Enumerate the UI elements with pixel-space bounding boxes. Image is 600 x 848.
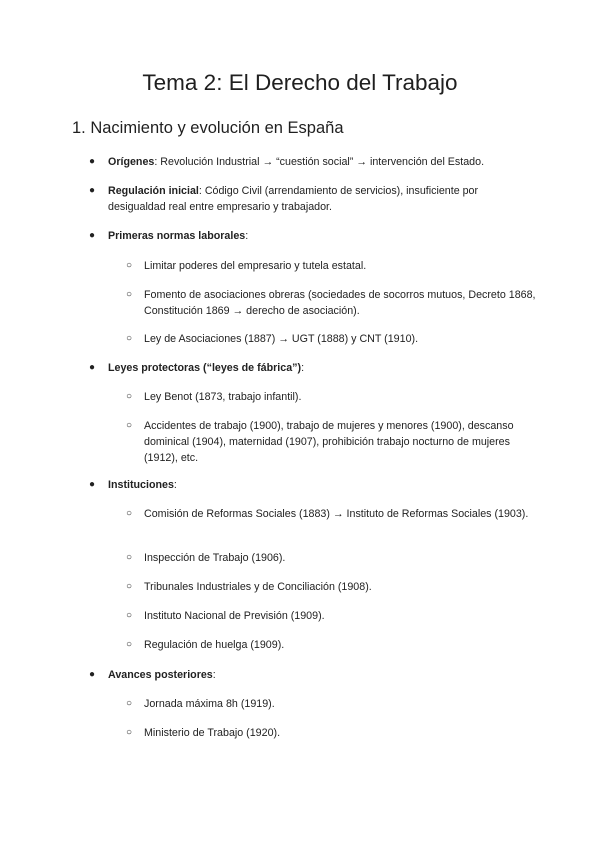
list-item-text: : [212,669,216,681]
sub-list-item: Tribunales Industriales y de Conciliación (1908). [144,581,372,593]
circle-bullet-icon: ○ [126,260,133,271]
list-item-text: : [301,362,305,374]
circle-bullet-icon: ○ [126,698,133,709]
bullet-icon: ● [89,479,96,490]
page-title: Tema 2: El Derecho del Trabajo [142,70,458,95]
circle-bullet-icon: ○ [126,420,133,431]
sub-list-item: Limitar poderes del empresario y tutela estatal. [144,260,367,272]
list-item-text: : [245,230,249,242]
list-item [108,154,528,170]
sub-list-item: Instituto Nacional de Previsión (1909). [144,610,325,622]
bullet-icon: ● [89,362,96,373]
circle-bullet-icon: ○ [126,727,133,738]
sub-list-item: Comisión de Reformas Sociales (1883) → Instituto de Reformas Sociales (1903). [144,508,529,520]
circle-bullet-icon: ○ [126,581,133,592]
bullet-icon: ● [89,156,96,167]
sub-list-item: Ministerio de Trabajo (1920). [144,727,281,739]
list-item-label: Orígenes [108,156,155,168]
list-item [108,228,528,244]
section-heading: 1. Nacimiento y evolución en España [72,119,344,137]
sub-list-item: Jornada máxima 8h (1919). [144,698,275,710]
list-item-text: : Código Civil (arrendamiento de servicios), insuficiente por desigualdad real entre empresario y trabajador. [108,185,479,213]
bullet-icon: ● [89,230,96,241]
list-item-label: Regulación inicial [108,185,199,197]
list-item-label: Avances posteriores [108,669,213,681]
list-item [108,667,528,683]
sub-list-item: Inspección de Trabajo (1906). [144,552,286,564]
list-item [108,477,528,493]
circle-bullet-icon: ○ [126,552,133,563]
list-item [108,360,528,376]
bullet-icon: ● [89,669,96,680]
sub-list-item: Accidentes de trabajo (1900), trabajo de mujeres y menores (1900), descanso dominical (1904), maternidad (1907), prohibición trabajo nocturno de mujeres (1912), etc. [144,420,514,464]
list-item-label: Instituciones [108,479,174,491]
circle-bullet-icon: ○ [126,610,133,621]
sub-list-item: Regulación de huelga (1909). [144,639,285,651]
circle-bullet-icon: ○ [126,289,133,300]
circle-bullet-icon: ○ [126,639,133,650]
sub-list-item: Ley Benot (1873, trabajo infantil). [144,391,302,403]
circle-bullet-icon: ○ [126,508,133,519]
circle-bullet-icon: ○ [126,391,133,402]
circle-bullet-icon: ○ [126,333,133,344]
list-item-label: Leyes protectoras (“leyes de fábrica”) [108,362,302,374]
list-item [108,183,528,215]
list-item-text: : [173,479,177,491]
sub-list-item: Ley de Asociaciones (1887) → UGT (1888) y CNT (1910). [144,333,419,345]
list-item-label: Primeras normas laborales [108,230,246,242]
bullet-icon: ● [89,185,96,196]
sub-list-item: Fomento de asociaciones obreras (sociedades de socorros mutuos, Decreto 1868, Constitución 1869 → derecho de asociación). [144,289,536,317]
list-item-text: : Revolución Industrial → “cuestión social” → intervención del Estado. [154,156,485,168]
